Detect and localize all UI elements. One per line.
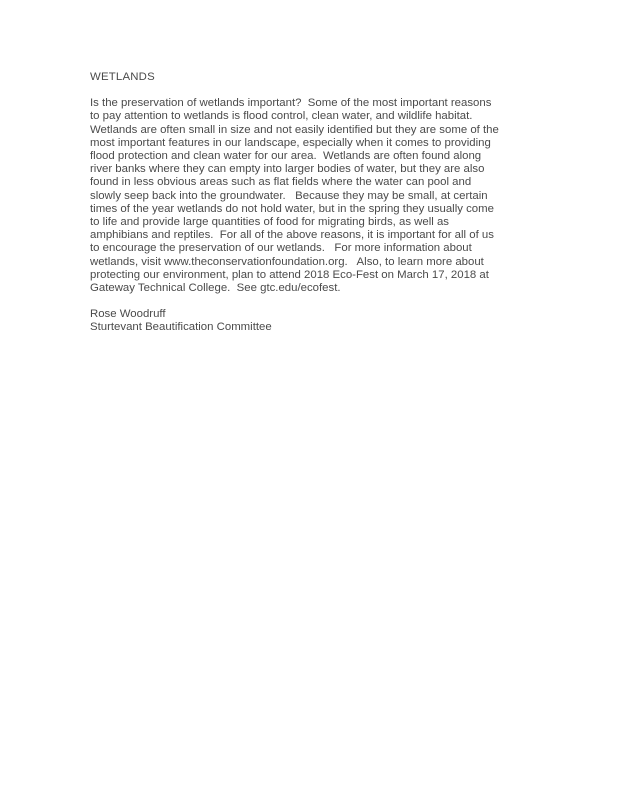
paragraph-line: amphibians and reptiles. For all of the above reasons, it is important for all of us	[90, 229, 494, 242]
document-title: WETLANDS	[90, 71, 155, 83]
paragraph-line: to pay attention to wetlands is flood control, clean water, and wildlife habitat.	[90, 110, 473, 123]
paragraph-line: times of the year wetlands do not hold water, but in the spring they usually come	[90, 202, 494, 215]
paragraph-line: most important features in our landscape, especially when it comes to providing	[90, 136, 491, 149]
paragraph-line: river banks where they can empty into larger bodies of water, but they are also	[90, 163, 485, 176]
paragraph-line: to life and provide large quantities of food for migrating birds, as well as	[90, 216, 449, 229]
signature-name: Rose Woodruff	[90, 308, 166, 321]
body-paragraph	[90, 97, 560, 295]
signature-organization: Sturtevant Beautification Committee	[90, 321, 272, 334]
paragraph-line: Wetlands are often small in size and not easily identified but they are some of the	[90, 123, 499, 136]
paragraph-line: Gateway Technical College. See gtc.edu/ecofest.	[90, 282, 341, 295]
signature-block	[90, 308, 560, 334]
paragraph-line: Is the preservation of wetlands important? Some of the most important reasons	[90, 97, 492, 110]
paragraph-line: to encourage the preservation of our wetlands. For more information about	[90, 242, 472, 255]
paragraph-line: protecting our environment, plan to attend 2018 Eco-Fest on March 17, 2018 at	[90, 268, 489, 281]
paragraph-line: wetlands, visit www.theconservationfoundation.org. Also, to learn more about	[90, 255, 484, 268]
document-content	[90, 71, 560, 335]
paragraph-line: slowly seep back into the groundwater. Because they may be small, at certain	[90, 189, 488, 202]
paragraph-line: found in less obvious areas such as flat fields where the water can pool and	[90, 176, 472, 189]
paragraph-line: flood protection and clean water for our area. Wetlands are often found along	[90, 150, 482, 163]
